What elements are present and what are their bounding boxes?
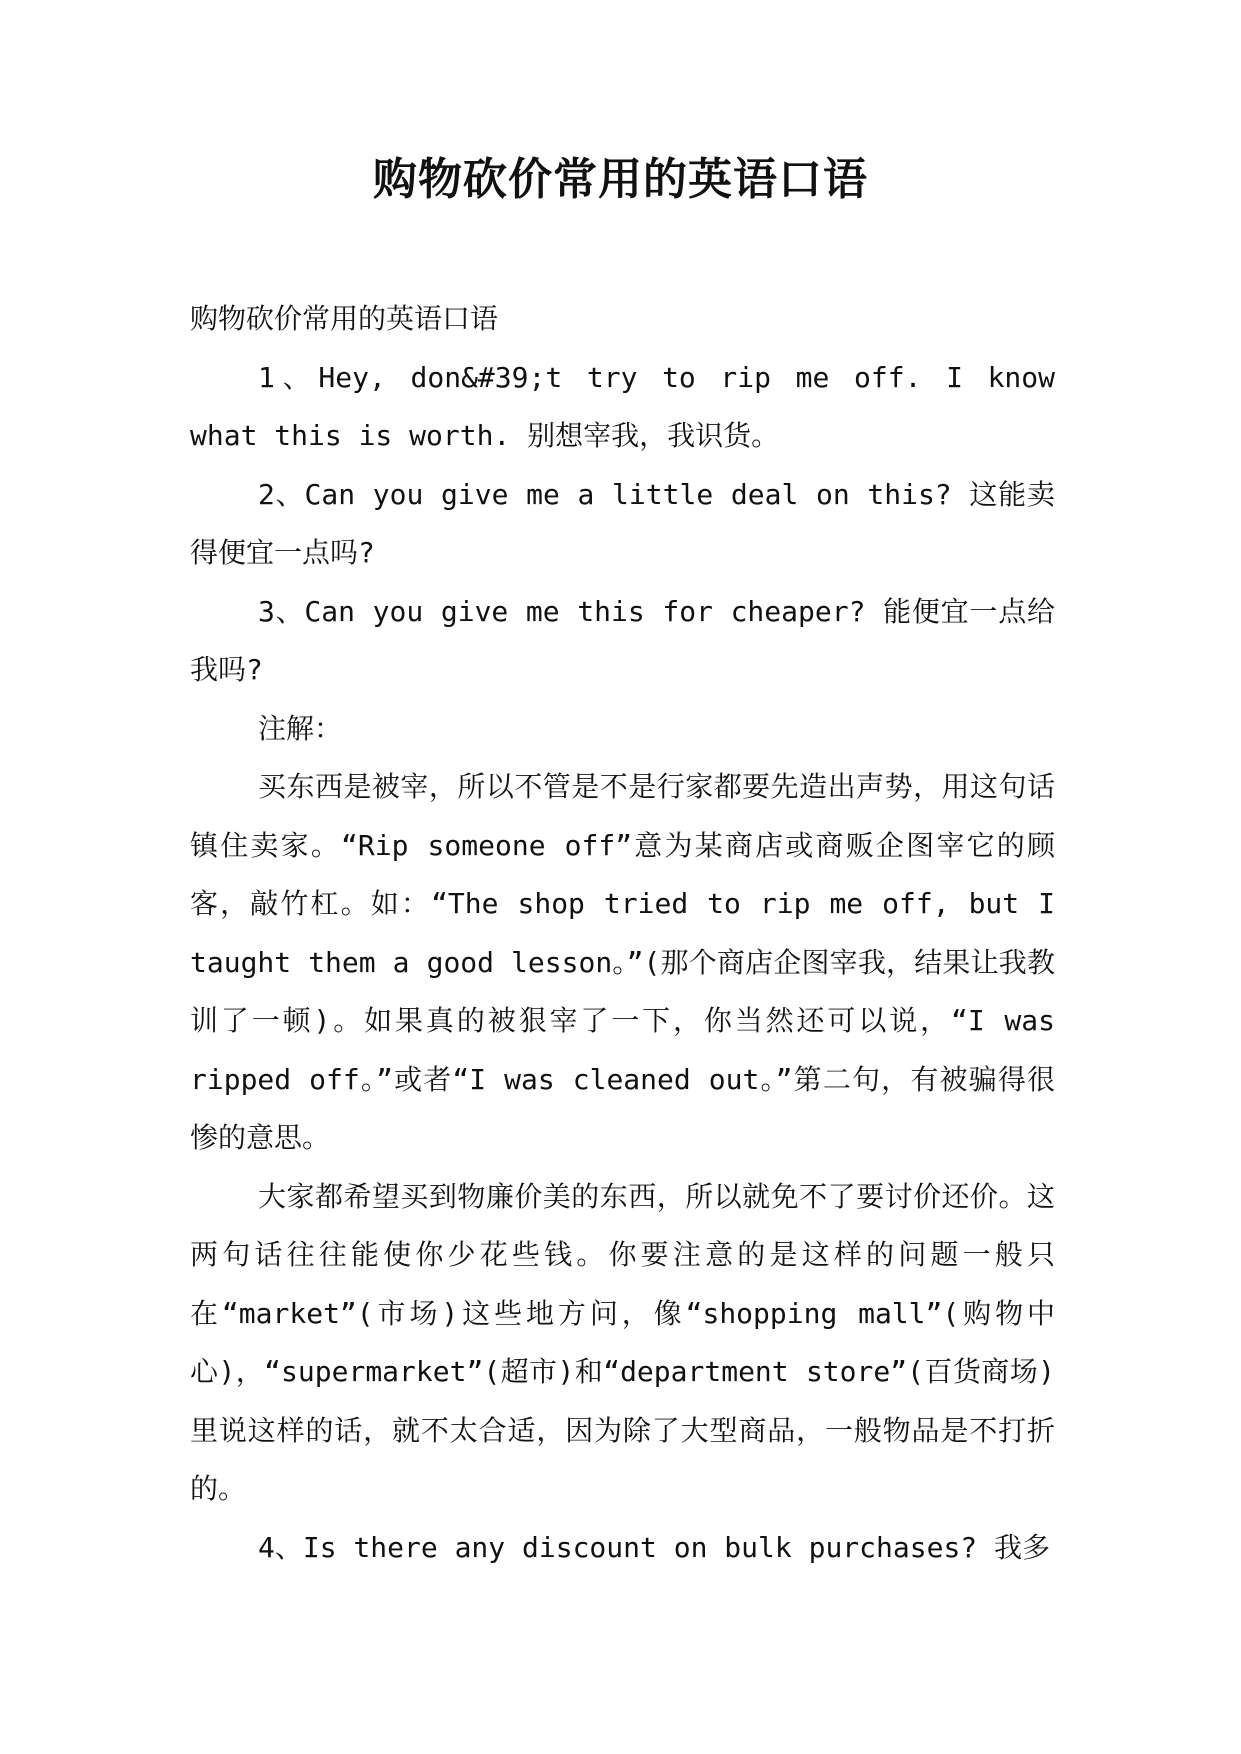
- paragraph-note-heading: 注解：: [258, 711, 343, 745]
- paragraph-phrase-3: 3、Can you give me this for cheaper? 能便宜一点给我吗?: [190, 594, 1055, 686]
- paragraph-phrase-4: 4、Is there any discount on bulk purchases? 我多: [258, 1530, 1051, 1564]
- paragraph-note-2: 大家都希望买到物廉价美的东西，所以就免不了要讨价还价。这两句话往往能使你少花些钱。你要注意的是这样的问题一般只在“market”(市场)这些地方问，像“shopping mall”(购物中心)，“supermarket”(超市)和“department store”(百货商场)里说这样的话，就不太合适，因为除了大型商品，一般物品是不打折的。: [190, 1179, 1055, 1505]
- paragraph-subtitle: 购物砍价常用的英语口语: [190, 302, 499, 335]
- document-body: [190, 290, 1055, 1577]
- paragraph-phrase-2: 2、Can you give me a little deal on this? 这能卖得便宜一点吗?: [190, 477, 1055, 569]
- paragraph-note-1: 买东西是被宰，所以不管是不是行家都要先造出声势，用这句话镇住卖家。“Rip someone off”意为某商店或商贩企图宰它的顾客，敲竹杠。如：“The shop tried to rip me off, but I taught them a good lesson。”(那个商店企图宰我，结果让我教训了一顿)。如果真的被狠宰了一下，你当然还可以说，“I was ripped off。”或者“I was cleaned out。”第二句，有被骗得很惨的意思。: [190, 770, 1055, 1154]
- paragraph-phrase-1: 1、Hey, don&#39;t try to rip me off. I know what this is worth. 别想宰我，我识货。: [190, 360, 1055, 452]
- document-title: 购物砍价常用的英语口语: [373, 154, 868, 205]
